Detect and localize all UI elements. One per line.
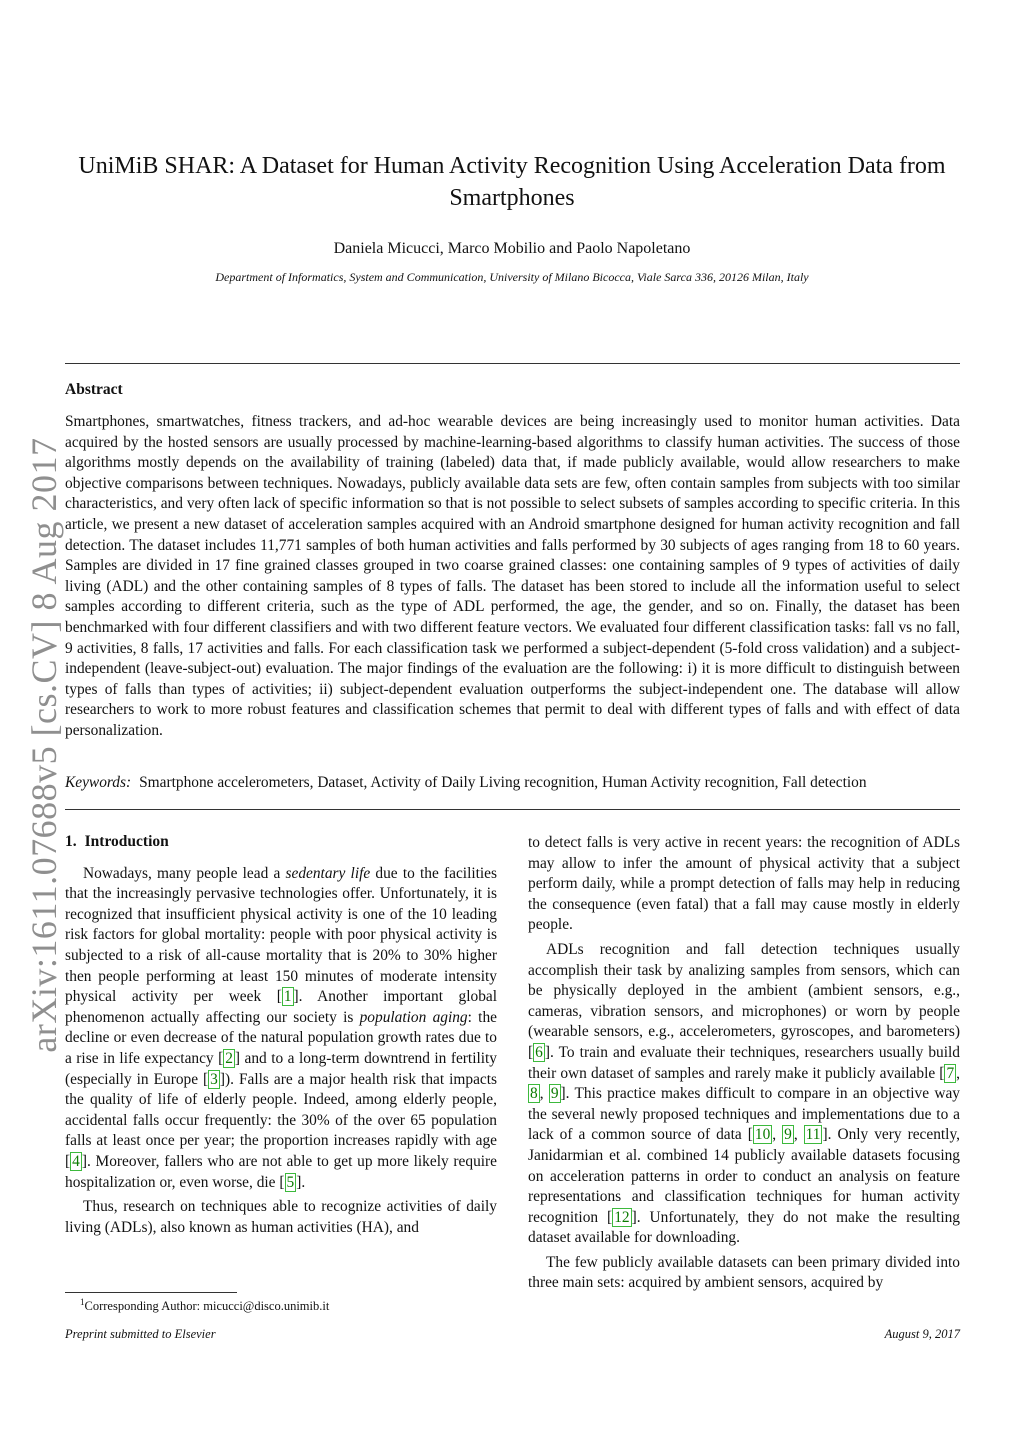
citation-link[interactable]: 11 [805,1126,821,1144]
section-number: 1. [65,833,77,850]
divider-top [65,363,960,364]
intro-paragraph-3: to detect falls is very active in recent years: the recognition of ADLs may allow to infer the amount of physical activity that a subject perform daily, while a prompt detection of falls may help in reducing the consequence (even fatal) that a fall may cause mostly in elderly people. [528,834,960,934]
citation-link[interactable]: 2 [225,1049,233,1067]
intro-paragraph-5: The few publicly available datasets can been primary divided into three main sets: acquired by ambient sensors, acquired by [528,1253,960,1292]
keywords [65,773,960,793]
section-heading-introduction [65,832,497,853]
intro-paragraph-2: Thus, research on techniques able to recognize activities of daily living (ADLs), also known as human activities (HA), and [65,1198,497,1236]
footer-date: August 9, 2017 [884,1327,960,1341]
section-title: Introduction [84,833,169,850]
abstract-heading: Abstract [65,381,123,398]
footnote [80,1297,329,1314]
keywords-label: Keywords: [65,774,132,791]
divider-bottom [65,809,960,810]
intro-paragraph-1: Nowadays, many people lead a sedentary life due to the facilities that the increasingly pervasive technologies offer. Unfortunately, it is recognized that insufficient physical activity is one of the 10 leading risk factors for global mortality: people with poor physical activity is subjected to a risk of all-cause mortality that is 20% to 30% higher then people performing at least 150 minutes of moderate intensity physical activity per week [ 1 ]. Another important global phenomenon actually affecting our society is population aging: the decline or even decrease of the natural population growth rates due to a rise in life expectancy [ 2 ] and to a long-term downtrend in fertility (especially in Europe [ 3 ]). Falls are a major health risk that impacts the quality of life of elderly people. Indeed, among elderly people, accidental falls occur frequently: the 30% of the over 65 population falls at least once per year; the proportion increases rapidly with age [ 4 ]. Moreover, fallers who are not able to get up more likely require hospitalization or, even worse, die [ 5 ]. [65,864,498,1191]
arxiv-id: arXiv:1611.07688v5 [cs.CV] 8 Aug 2017 [24,437,64,1053]
citation-link[interactable]: 12 [614,1208,630,1226]
footnote-divider [65,1292,237,1293]
abstract-text: Smartphones, smartwatches, fitness trackers, and ad-hoc wearable devices are being increasingly used to monitor human activities. Data acquired by the hosted sensors are usually processed by machine-learning-based algorithms to classify human activities. The success of those algorithms mostly depends on the availability of training (labeled) data that, if made publicly available, would allow researchers to make objective comparisons between techniques. Nowadays, publicly available data sets are few, often contain samples from subjects with too similar characteristics, and very often lack of specific information so that is not possible to select subsets of samples according to specific criteria. In this article, we present a new dataset of acceleration samples acquired with an Android smartphone designed for human activity recognition and fall detection. The dataset includes 11,771 samples of both human activities and falls performed by 30 subjects of ages ranging from 18 to 60 years. Samples are divided in 17 fine grained classes grouped in two coarse grained classes: one containing samples of 9 types of activities of daily living (ADL) and the other containing samples of 8 types of falls. The dataset has been stored to include all the information useful to select samples according to different criteria, such as the type of ADL performed, the age, the gender, and so on. Finally, the dataset has been benchmarked with four different classifiers and with two different feature vectors. We evaluated four different classification tasks: fall vs no fall, 9 activities, 8 falls, 17 activities and falls. For each classification task we performed a subject-dependent (5-fold cross validation) and a subject-independent (leave-subject-out) evaluation. The major findings of the evaluation are the following: i) it is more difficult to distinguish between types of falls than types of activities; ii) subject-dependent evaluation outperforms the subject-independent one. The database will allow researchers to work to more robust features and classification schemes that permit to deal with different types of falls and with effect of data personalization. [65,413,960,739]
footnote-mark: 1 [80,1297,85,1307]
emphasis-sedentary-life: sedentary life [285,864,371,882]
footer-preprint-note: Preprint submitted to Elsevier [65,1327,216,1341]
paper-authors: Daniela Micucci, Marco Mobilio and Paolo Napoletano [333,240,691,257]
column-right [528,833,960,1294]
citation-link[interactable]: 3 [210,1070,218,1088]
keywords-text: Smartphone accelerometers, Dataset, Activity of Daily Living recognition, Human Activity recognition, Fall detection [139,774,867,791]
paper-title: UniMiB SHAR: A Dataset for Human Activity Recognition Using Acceleration Data from Smartphones [78,153,946,211]
intro-paragraph-4: ADLs recognition and fall detection techniques usually accomplish their task by analizing samples from sensors, which can be physically deployed in the ambient (ambient sensors, e.g., cameras, vibration sensors, and microphones) or worn by people (wearable sensors, e.g., accelerometers, gyroscopes, and barometers) [ 6 ]. To train and evaluate their techniques, researchers usually build their own dataset of samples and rarely make it publicly available [ 7 , 8 , 9 ]. This practice makes difficult to compare in an objective way the several newly proposed techniques and implementations due to a lack of a common source of data [ 10 , 9 , 11 ]. Only very recently, Janidarmian et al. combined 14 publicly available datasets focusing on acceleration patterns in order to conduct an analysis on feature representations and classification techniques for human activity recognition [ 12 ]. Unfortunately, they do not make the resulting dataset available for downloading. [528,940,960,1247]
citation-link[interactable]: 7 [946,1064,955,1082]
paper-affiliation: Department of Informatics, System and Communication, University of Milano Bicocca, Viale Sarca 336, 20126 Milan, Italy [215,270,809,284]
footnote-text: Corresponding Author: micucci@disco.unimib.it [84,1299,330,1314]
citation-link[interactable]: 9 [784,1126,792,1144]
citation-link[interactable]: 1 [283,988,292,1006]
citation-link[interactable]: 6 [535,1043,543,1061]
column-left [65,832,497,1238]
citation-link[interactable]: 5 [286,1173,295,1191]
citation-link[interactable]: 9 [550,1085,559,1103]
emphasis-population-aging: population aging [359,1008,468,1026]
citation-link[interactable]: 10 [754,1126,771,1144]
citation-link[interactable]: 4 [72,1152,80,1170]
citation-link[interactable]: 8 [530,1085,538,1103]
